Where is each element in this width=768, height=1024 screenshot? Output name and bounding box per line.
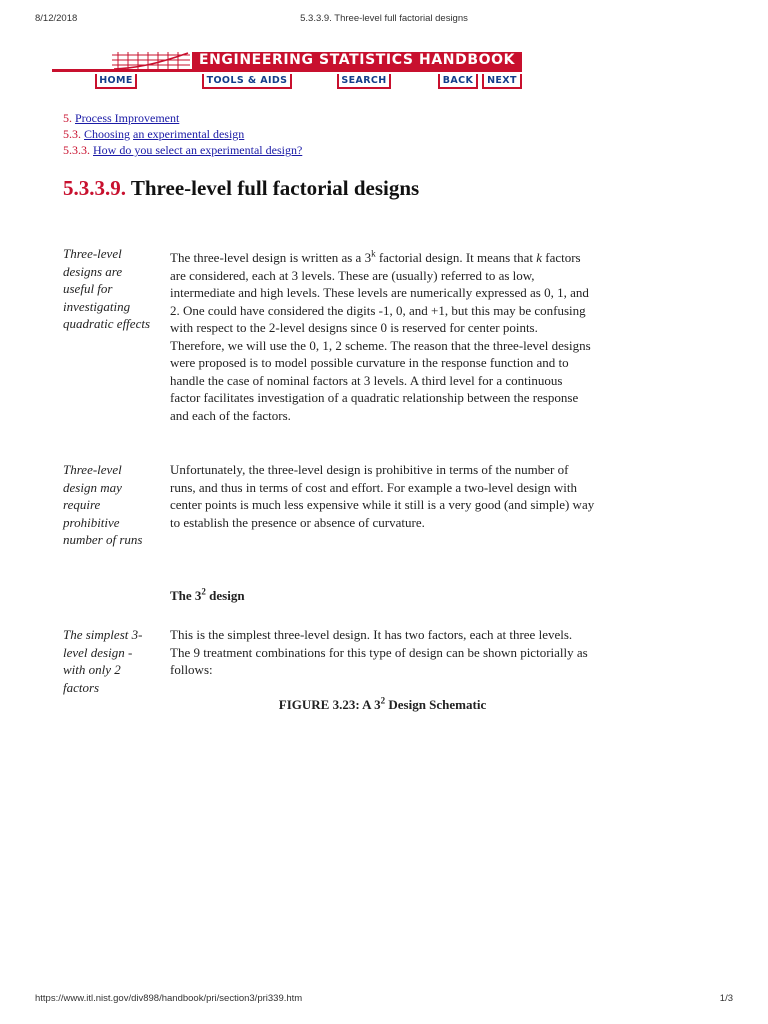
breadcrumb-number: 5.3.3. (63, 143, 90, 157)
handbook-banner (52, 50, 522, 92)
breadcrumb-link-select-design[interactable]: How do you select an experimental design? (93, 143, 303, 157)
superscript-2: 2 (201, 586, 206, 597)
margin-note-quadratic: Three-level designs are useful for investigating quadratic effects (63, 246, 151, 331)
caption-text: Design Schematic (385, 697, 487, 712)
para-text: The three-level design is written as a 3 (170, 250, 372, 265)
italic-k: k (536, 250, 542, 265)
breadcrumb-link-choosing[interactable]: Choosing (84, 127, 131, 141)
tools-aids-button[interactable]: TOOLS & AIDS (202, 74, 292, 89)
handbook-title[interactable]: ENGINEERING STATISTICS HANDBOOK (192, 52, 522, 69)
para-text: factorial design. It means that (375, 250, 537, 265)
section-number: 5.3.3.9. (63, 176, 126, 200)
paragraph-three-level-design (170, 249, 595, 424)
back-button[interactable]: BACK (438, 74, 478, 89)
breadcrumb-item (63, 110, 302, 126)
breadcrumb-item (63, 142, 302, 158)
breadcrumb-item (63, 126, 302, 142)
next-button[interactable]: NEXT (482, 74, 522, 89)
margin-note-simplest: The simplest 3-level design - with only 2 factors (63, 627, 143, 695)
superscript-2: 2 (380, 695, 386, 706)
breadcrumb-link-process-improvement[interactable]: Process Improvement (75, 111, 180, 125)
subhead-text: The 3 (170, 588, 202, 603)
page-title (63, 176, 419, 201)
breadcrumb-number: 5.3. (63, 127, 81, 141)
paragraph-simplest-design: This is the simplest three-level design. It has two factors, each at three levels. The 9 treatment combinations for this type of design can be shown pictorially as follows: (170, 627, 588, 677)
breadcrumb (63, 110, 302, 158)
search-button[interactable]: SEARCH (337, 74, 391, 89)
subheading-3-2-design (170, 588, 245, 604)
page-number: 1/3 (719, 993, 733, 1004)
subhead-text: design (205, 588, 245, 603)
banner-divider (52, 69, 522, 72)
caption-text: FIGURE 3.23: A 3 (278, 697, 381, 712)
superscript-k: k (371, 248, 376, 259)
page-url: https://www.itl.nist.gov/div898/handbook/pri/section3/pri339.htm (35, 993, 303, 1004)
breadcrumb-number: 5. (63, 111, 72, 125)
print-date: 8/12/2018 (35, 13, 78, 24)
print-doc-title: 5.3.3.9. Three-level full factorial designs (300, 13, 468, 24)
margin-note-prohibitive: Three-level design may require prohibitive number of runs (63, 462, 143, 547)
title-text: Three-level full factorial designs (130, 176, 420, 200)
paragraph-prohibitive-runs: Unfortunately, the three-level design is prohibitive in terms of the number of runs, and thus in terms of cost and effort. For example a two-level design with center points is much less expensive while it still is a very good (and simple) way to establish the presence or absence of curvature. (170, 462, 595, 530)
breadcrumb-link-experimental-design[interactable]: an experimental design (133, 127, 245, 141)
figure-caption (170, 697, 595, 713)
graph-logo-icon (112, 50, 190, 71)
para-text: factors are considered, each at 3 levels. These are (usually) referred to as low, intermediate and high levels. These levels are numerically expressed as 0, 1, and 2. One could have considered the digits -1, 0, and +1, but this may be confusing with respect to the 2-level designs since 0 is reserved for center points. Therefore, we will use the 0, 1, 2 scheme. The reason that the three-level designs were proposed is to model possible curvature in the response function and to handle the case of nominal factors at 3 levels. A third level for a continuous factor facilitates investigation of a quadratic relationship between the response and each of the factors. (170, 250, 591, 423)
home-button[interactable]: HOME (95, 74, 137, 89)
